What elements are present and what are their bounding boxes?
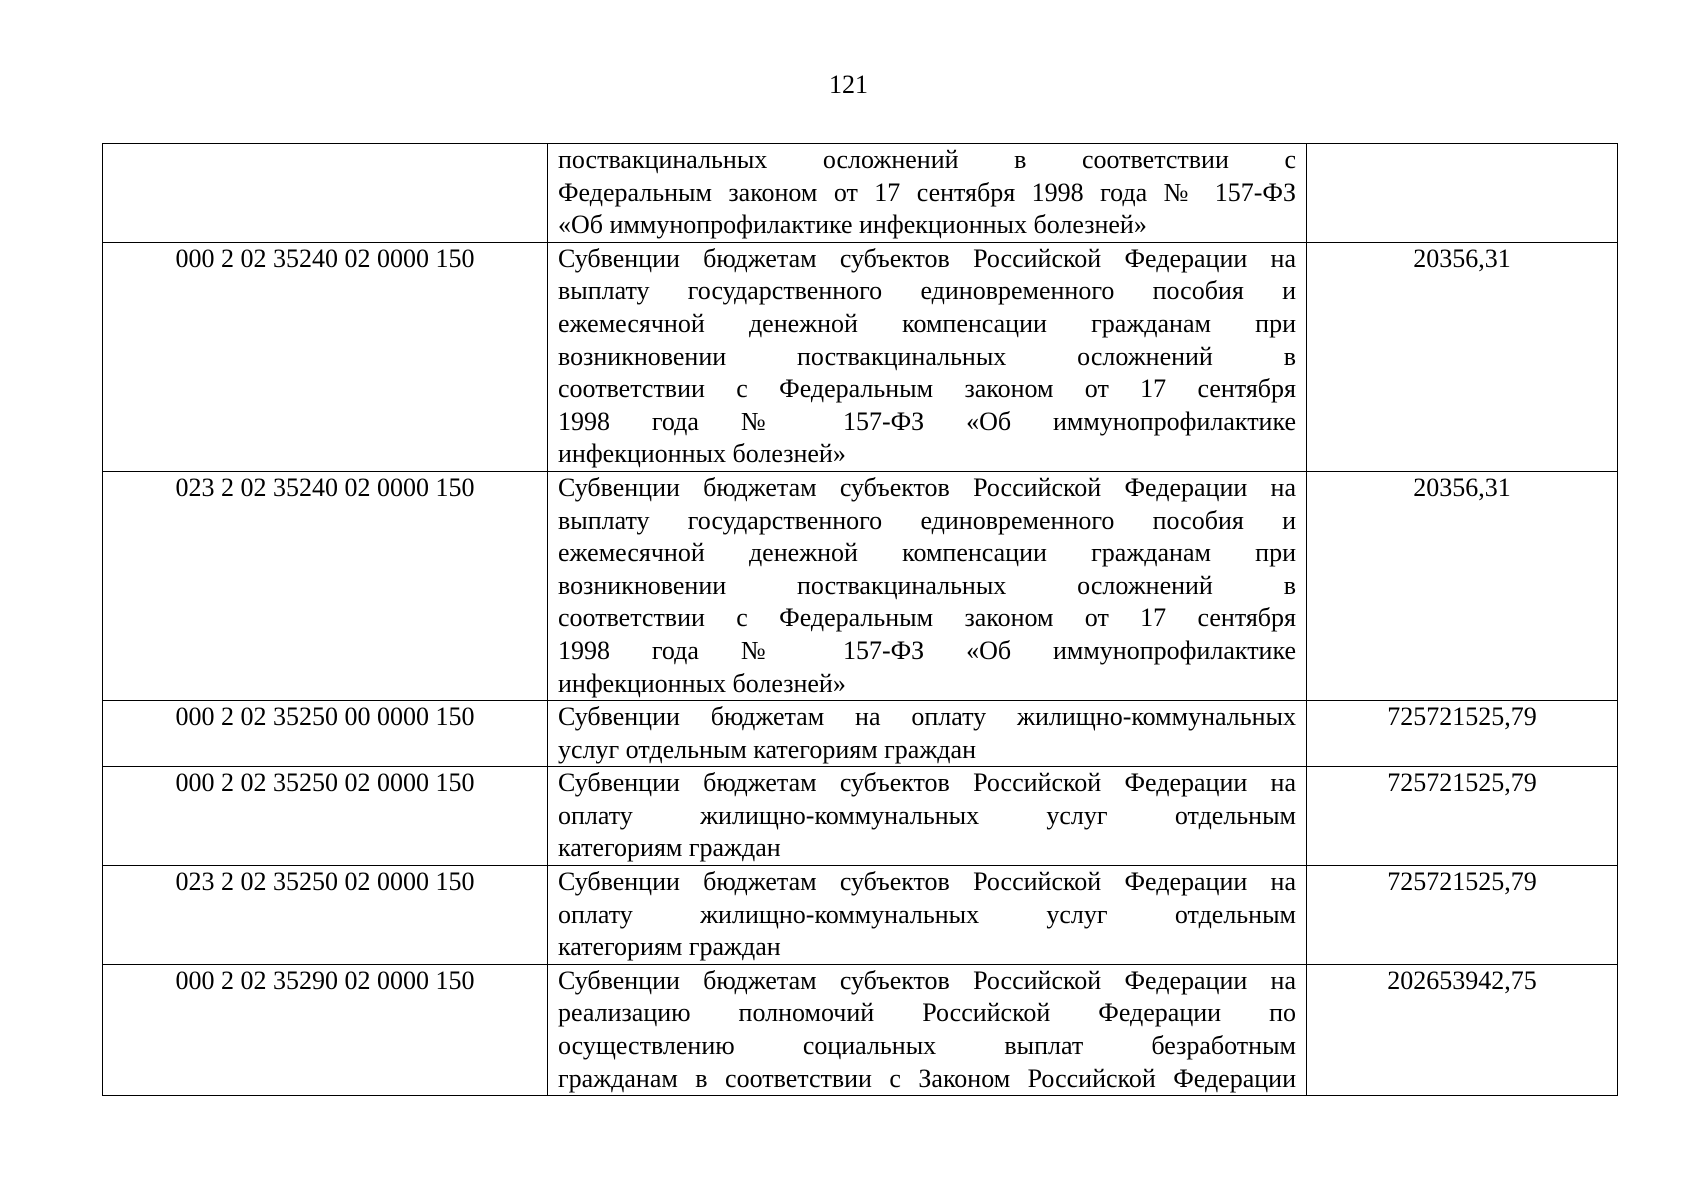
description-line: соответствии с Федеральным законом от 17 сентября bbox=[558, 374, 1296, 404]
table-row bbox=[103, 471, 1618, 700]
budget-code: 000 2 02 35250 00 0000 150 bbox=[103, 701, 548, 767]
description-line: Субвенции бюджетам субъектов Российской Федерации на bbox=[558, 867, 1296, 897]
description-line: осуществлению социальных выплат безработным bbox=[558, 1031, 1296, 1061]
description-line: ежемесячной денежной компенсации гражданам при bbox=[558, 308, 1296, 338]
description bbox=[548, 144, 1307, 243]
description bbox=[548, 242, 1307, 471]
description-line: оплату жилищно-коммунальных услуг отдельным bbox=[558, 899, 1296, 929]
amount: 20356,31 bbox=[1307, 242, 1618, 471]
table-row bbox=[103, 701, 1618, 767]
description-line: возникновении поствакцинальных осложнений в bbox=[558, 570, 1296, 600]
table-row bbox=[103, 144, 1618, 243]
description-line: 1998 года № 157-ФЗ «Об иммунопрофилактике bbox=[558, 635, 1296, 665]
description-line: услуг отдельным категориям граждан bbox=[558, 734, 976, 764]
description bbox=[548, 767, 1307, 866]
description-line: оплату жилищно-коммунальных услуг отдельным bbox=[558, 800, 1296, 830]
page-number: 121 bbox=[829, 70, 868, 99]
budget-code: 023 2 02 35250 02 0000 150 bbox=[103, 866, 548, 965]
budget-code bbox=[103, 144, 548, 243]
description-line: категориям граждан bbox=[558, 833, 781, 863]
description-line: «Об иммунопрофилактике инфекционных болезней» bbox=[558, 210, 1147, 240]
description-line: поствакцинальных осложнений в соответствии с bbox=[558, 145, 1296, 174]
description-line: соответствии с Федеральным законом от 17 сентября bbox=[558, 603, 1296, 633]
amount: 725721525,79 bbox=[1307, 767, 1618, 866]
description bbox=[548, 866, 1307, 965]
amount: 725721525,79 bbox=[1307, 866, 1618, 965]
table-row bbox=[103, 964, 1618, 1095]
amount: 20356,31 bbox=[1307, 471, 1618, 700]
budget-code: 000 2 02 35240 02 0000 150 bbox=[103, 242, 548, 471]
table-row bbox=[103, 767, 1618, 866]
description-line: выплату государственного единовременного пособия и bbox=[558, 505, 1296, 535]
description-line: 1998 года № 157-ФЗ «Об иммунопрофилактике bbox=[558, 406, 1296, 436]
description-line: инфекционных болезней» bbox=[558, 439, 846, 469]
description-line: Субвенции бюджетам субъектов Российской Федерации на bbox=[558, 472, 1296, 502]
description-line: категориям граждан bbox=[558, 932, 781, 962]
table-row bbox=[103, 242, 1618, 471]
description bbox=[548, 964, 1307, 1095]
description-line: выплату государственного единовременного пособия и bbox=[558, 276, 1296, 306]
description-line: Федеральным законом от 17 сентября 1998 года № 157-ФЗ bbox=[558, 177, 1296, 207]
budget-table bbox=[102, 143, 1618, 1096]
amount: 725721525,79 bbox=[1307, 701, 1618, 767]
description bbox=[548, 701, 1307, 767]
budget-code: 000 2 02 35290 02 0000 150 bbox=[103, 964, 548, 1095]
budget-code: 000 2 02 35250 02 0000 150 bbox=[103, 767, 548, 866]
table-row bbox=[103, 866, 1618, 965]
description-line: ежемесячной денежной компенсации гражданам при bbox=[558, 538, 1296, 568]
description-line: Субвенции бюджетам субъектов Российской Федерации на bbox=[558, 965, 1296, 995]
description-line: гражданам в соответствии с Законом Российской Федерации bbox=[558, 1063, 1296, 1093]
description-line: возникновении поствакцинальных осложнений в bbox=[558, 341, 1296, 371]
amount: 202653942,75 bbox=[1307, 964, 1618, 1095]
budget-code: 023 2 02 35240 02 0000 150 bbox=[103, 471, 548, 700]
amount bbox=[1307, 144, 1618, 243]
description-line: Субвенции бюджетам субъектов Российской Федерации на bbox=[558, 768, 1296, 798]
description-line: реализацию полномочий Российской Федерации по bbox=[558, 998, 1296, 1028]
description-line: инфекционных болезней» bbox=[558, 668, 846, 698]
description-line: Субвенции бюджетам субъектов Российской Федерации на bbox=[558, 243, 1296, 273]
description-line: Субвенции бюджетам на оплату жилищно-коммунальных bbox=[558, 702, 1296, 732]
description bbox=[548, 471, 1307, 700]
